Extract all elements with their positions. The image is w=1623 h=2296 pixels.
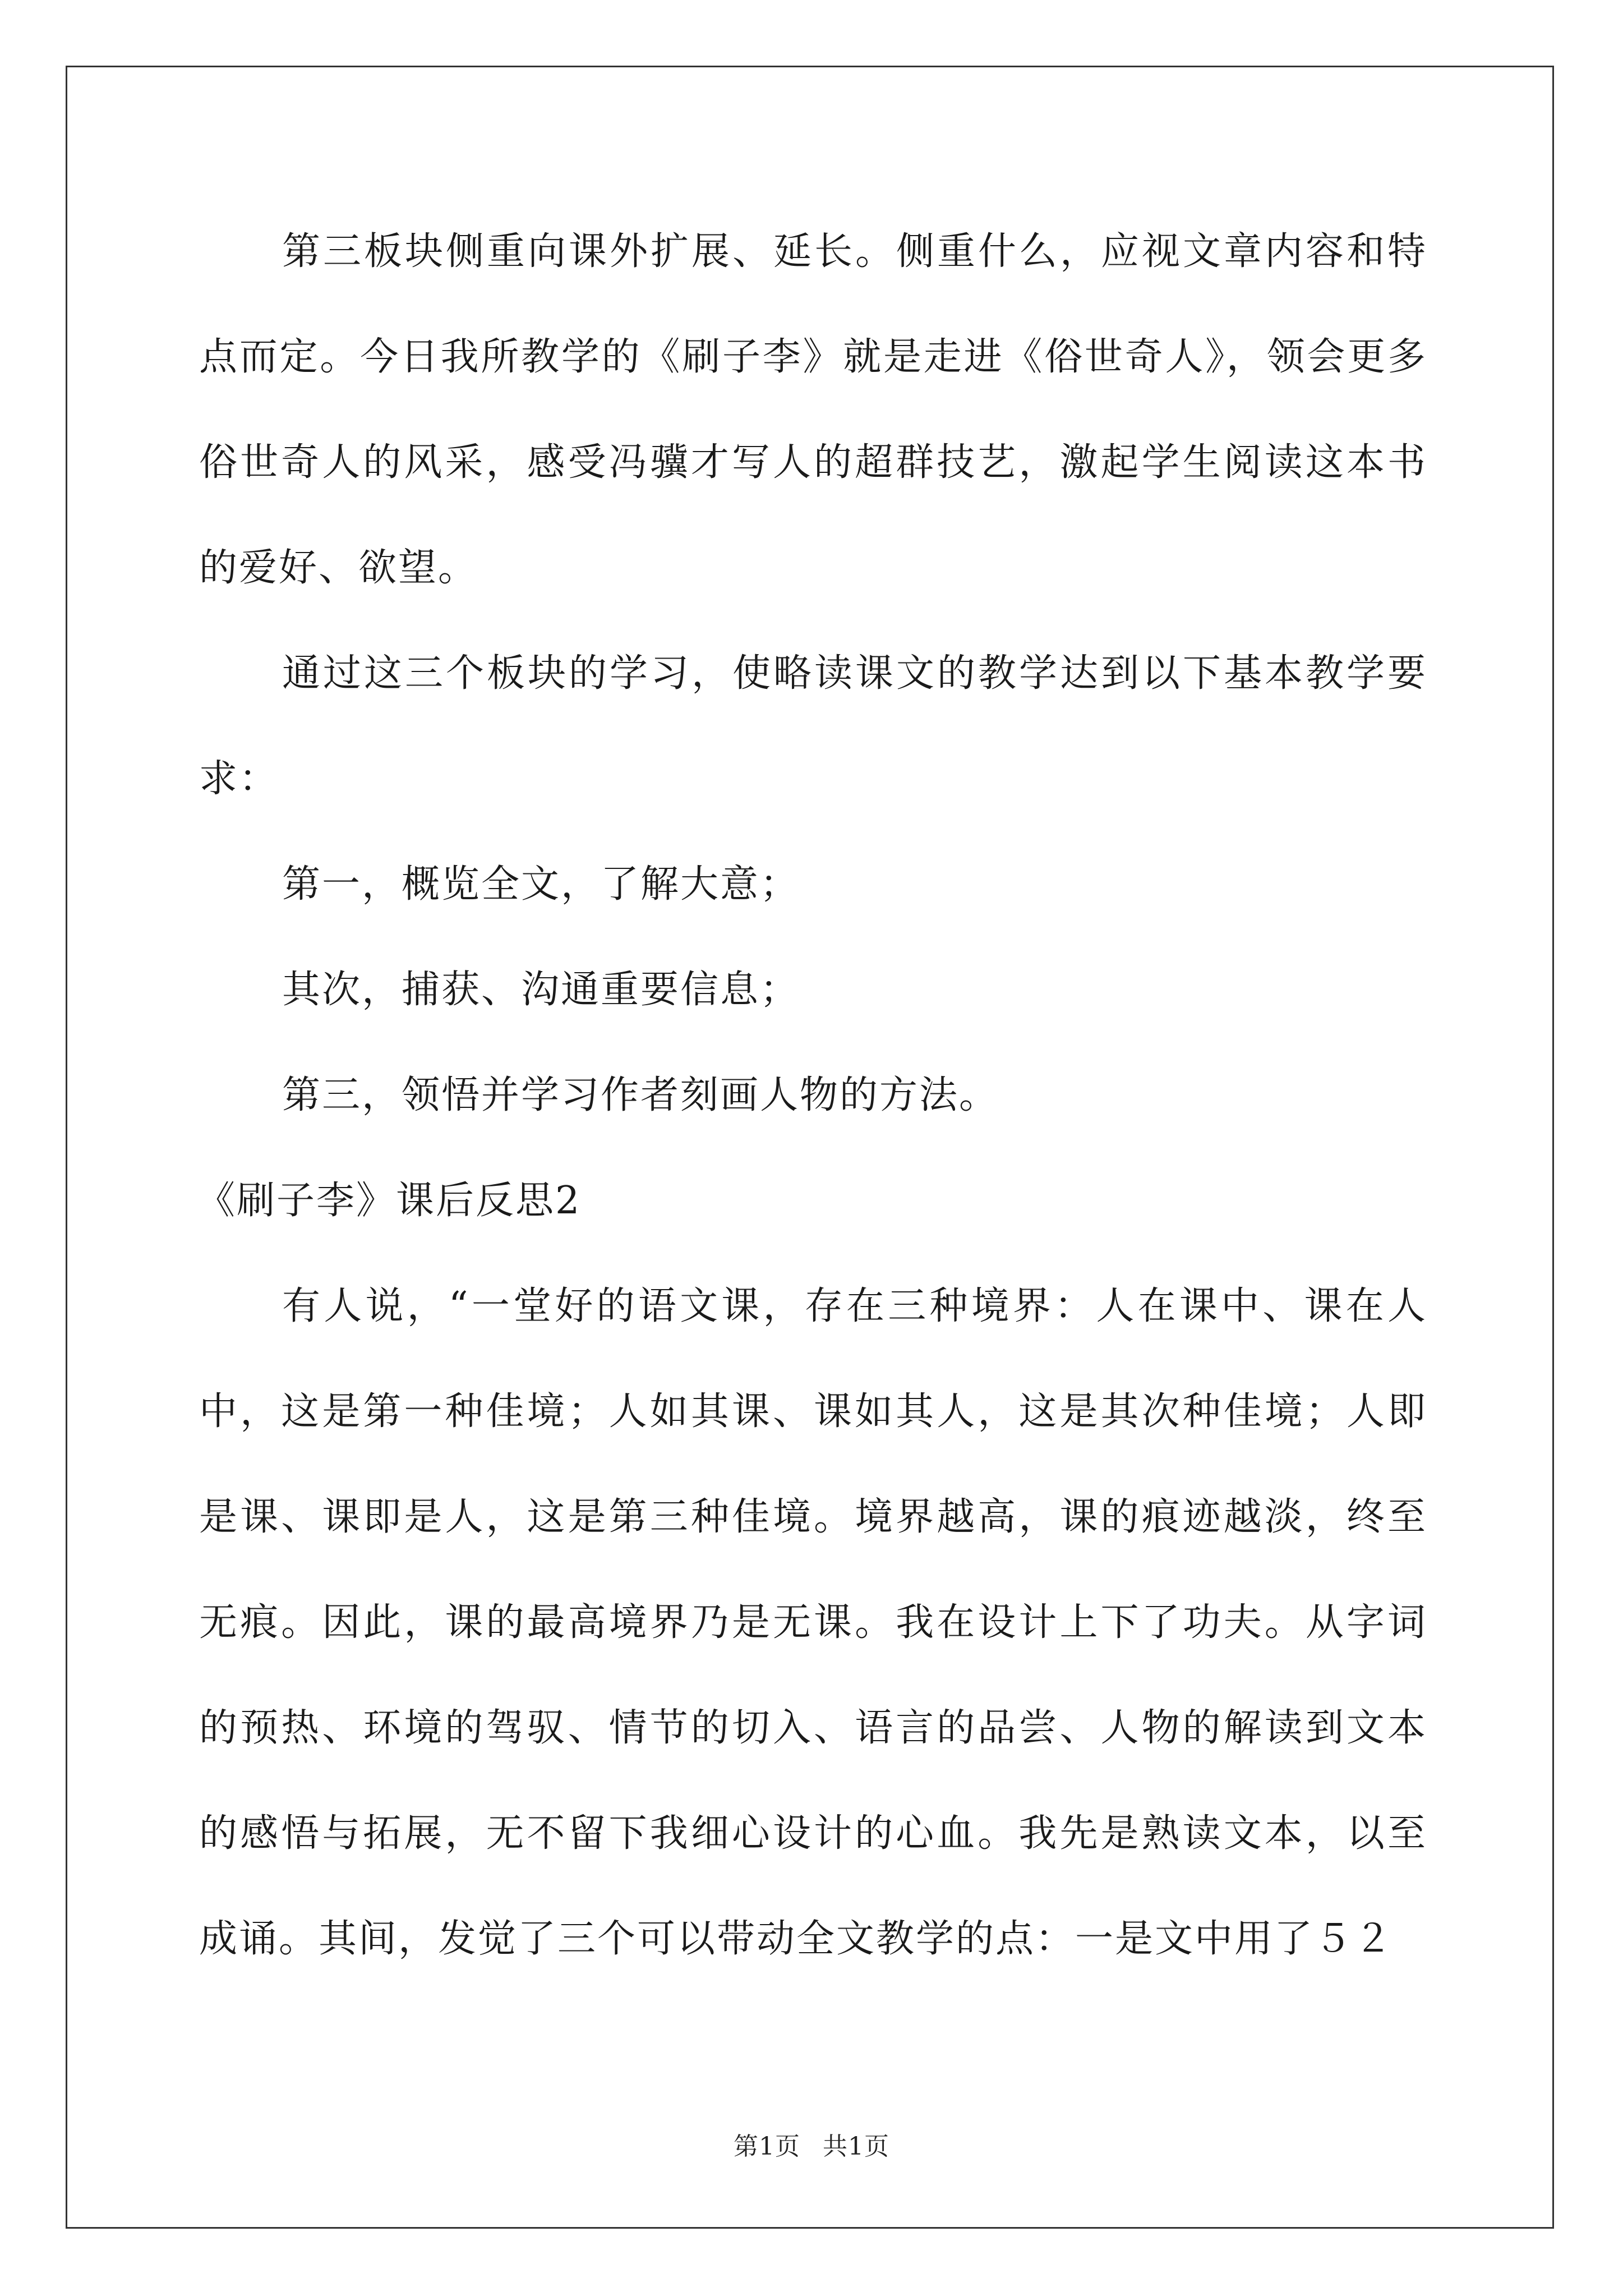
paragraph: 有人说，“一堂好的语文课，存在三种境界：人在课中、课在人中，这是第一种佳境；人如其课、课如其人，这是其次种佳境；人即是课、课即是人，这是第三种佳境。境界越高，课的痕迹越淡，终至无痕。因此，课的最高境界乃是无课。我在设计上下了功夫。从字词的预热、环境的驾驭、情节的切入、语言的品尝、人物的解读到文本的感悟与拓展，无不留下我细心设计的心血。我先是熟读文本，以至成诵。其间，发觉了三个可以带动全文教学的点：一是文中用了５２	[199, 1284, 1427, 1961]
paragraph: 第三，领悟并学习作者刻画人物的方法。	[282, 1073, 999, 1117]
paragraph: 第三板块侧重向课外扩展、延长。侧重什么，应视文章内容和特点而定。今日我所教学的《刷子李》就是走进《俗世奇人》，领会更多俗世奇人的风采，感受冯骥才写人的超群技艺，激起学生阅读这本书的爱好、欲望。	[199, 229, 1427, 590]
page-total: 共1页	[823, 2132, 889, 2161]
paragraph: 通过这三个板块的学习，使略读课文的教学达到以下基本教学要求：	[199, 651, 1427, 801]
page-footer	[0, 2126, 1623, 2162]
section-heading: 《刷子李》课后反思2	[197, 1179, 582, 1223]
page-number: 第1页	[734, 2132, 800, 2161]
paragraph: 第一，概览全文，了解大意；	[282, 862, 800, 907]
paragraph: 其次，捕获、沟通重要信息；	[282, 968, 800, 1012]
document-body	[199, 199, 1427, 1992]
